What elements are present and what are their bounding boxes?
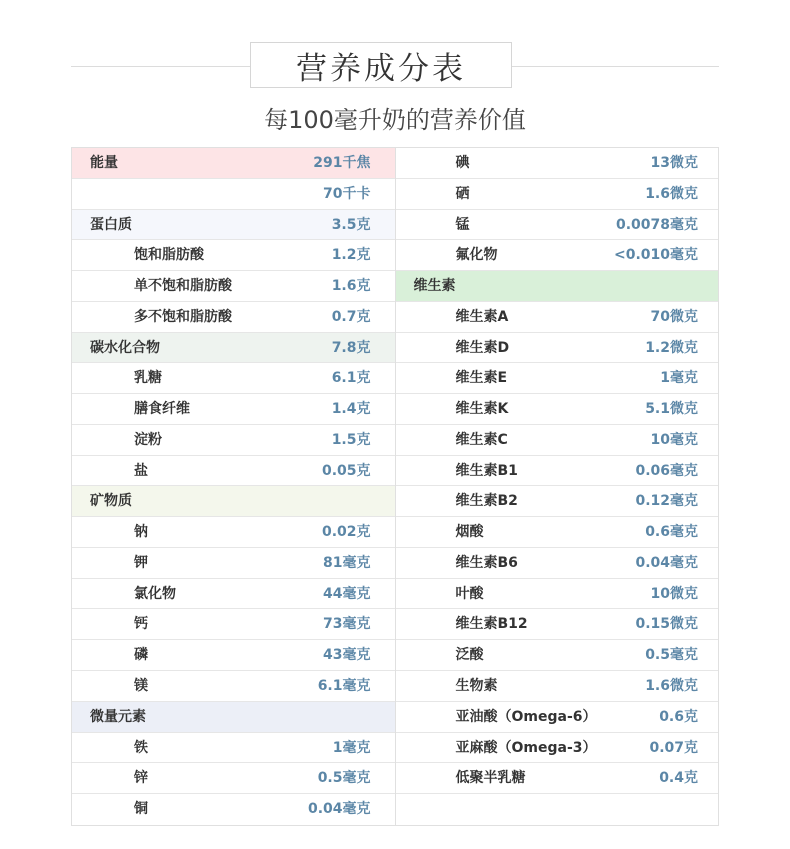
nutrition-column-right [396, 148, 719, 825]
nutrient-row [396, 148, 719, 179]
nutrient-name: 维生素A [455, 308, 509, 325]
nutrient-name: 矿物质 [90, 493, 132, 510]
nutrient-value: 1.6微克 [645, 678, 698, 695]
nutrient-name: 碳水化合物 [90, 339, 160, 356]
category-row [72, 702, 395, 733]
nutrient-value: 0.04毫克 [635, 554, 698, 571]
nutrition-column-left [72, 148, 396, 825]
nutrient-row [396, 302, 719, 333]
page-subtitle: 每100毫升奶的营养价值 [264, 106, 526, 134]
nutrient-value: 1毫克 [660, 370, 698, 387]
nutrient-row [396, 394, 719, 425]
nutrient-row [396, 240, 719, 271]
nutrient-name: 氟化物 [455, 247, 498, 264]
nutrient-row [72, 425, 395, 456]
nutrient-row [72, 456, 395, 487]
nutrient-row [396, 333, 719, 364]
nutrient-value: 10毫克 [650, 431, 698, 448]
nutrient-row [396, 548, 719, 579]
category-row [72, 210, 395, 241]
nutrient-value: 6.1克 [331, 370, 371, 387]
nutrient-value: 6.1毫克 [317, 678, 371, 695]
nutrient-value: 0.6毫克 [645, 524, 698, 541]
nutrient-row [396, 517, 719, 548]
nutrient-name: 淀粉 [134, 431, 162, 448]
nutrient-name: 泛酸 [455, 647, 484, 664]
nutrient-value: 10微克 [650, 585, 698, 602]
nutrient-name: 低聚半乳糖 [455, 770, 526, 787]
nutrient-value: 0.02克 [321, 524, 371, 541]
nutrient-row [72, 517, 395, 548]
nutrient-row [396, 579, 719, 610]
nutrient-value: <0.010毫克 [613, 247, 698, 264]
nutrient-name: 铁 [134, 739, 148, 756]
nutrient-row [72, 240, 395, 271]
category-row [72, 148, 395, 179]
nutrient-name: 烟酸 [455, 524, 484, 541]
nutrient-name: 锰 [455, 216, 470, 233]
nutrient-name: 钾 [134, 554, 148, 571]
nutrient-row [396, 486, 719, 517]
nutrient-row [72, 579, 395, 610]
nutrient-name: 维生素B12 [455, 616, 528, 633]
nutrient-name: 多不饱和脂肪酸 [134, 308, 232, 325]
nutrient-row [396, 763, 719, 794]
nutrient-row [72, 302, 395, 333]
nutrient-row [72, 640, 395, 671]
nutrient-value: 0.12毫克 [635, 493, 698, 510]
title-rule-left [71, 66, 250, 67]
nutrient-value: 0.04毫克 [307, 801, 371, 818]
page-title: 营养成分表 [250, 42, 512, 88]
nutrient-row [396, 609, 719, 640]
nutrient-row [396, 456, 719, 487]
nutrient-name: 维生素K [455, 401, 509, 418]
nutrient-value: 0.5毫克 [645, 647, 698, 664]
nutrient-name: 维生素 [413, 278, 456, 295]
nutrient-value: 1.4克 [331, 401, 371, 418]
nutrient-row [72, 733, 395, 764]
nutrient-name: 维生素E [455, 370, 508, 387]
nutrient-row [396, 640, 719, 671]
nutrient-name: 硒 [455, 185, 470, 202]
nutrient-row [72, 671, 395, 702]
nutrient-value: 73毫克 [323, 616, 371, 633]
nutrient-name: 镁 [134, 678, 148, 695]
nutrient-name: 磷 [134, 647, 148, 664]
nutrient-value: 70微克 [650, 308, 698, 325]
nutrient-name: 碘 [455, 155, 470, 171]
nutrient-name: 乳糖 [134, 370, 162, 387]
nutrient-name: 饱和脂肪酸 [134, 247, 204, 264]
nutrient-row [72, 363, 395, 394]
nutrient-row [396, 733, 719, 764]
nutrient-name: 钠 [134, 524, 148, 541]
nutrient-row [396, 210, 719, 241]
nutrient-value: 0.06毫克 [635, 462, 698, 479]
nutrient-value: 13微克 [650, 155, 698, 171]
nutrient-value: 1.6微克 [645, 185, 698, 202]
nutrient-name: 能量 [90, 155, 118, 171]
nutrient-row [396, 702, 719, 733]
nutrient-name: 锌 [134, 770, 148, 787]
nutrient-row [72, 394, 395, 425]
nutrient-row [72, 763, 395, 794]
nutrient-value: 81毫克 [323, 554, 371, 571]
nutrient-name: 亚油酸（Omega-6） [455, 708, 597, 725]
nutrient-row [72, 794, 395, 825]
nutrient-name: 蛋白质 [90, 216, 132, 233]
nutrient-value: 0.15微克 [635, 616, 698, 633]
category-row [72, 333, 395, 364]
nutrient-value: 0.7克 [331, 308, 371, 325]
nutrient-value: 1.2克 [331, 247, 371, 264]
nutrient-row [72, 548, 395, 579]
nutrition-table [71, 147, 719, 826]
nutrient-value: 70千卡 [323, 185, 371, 202]
nutrient-value: 1.2微克 [645, 339, 698, 356]
nutrient-row [72, 271, 395, 302]
nutrient-row [72, 609, 395, 640]
category-row [396, 271, 719, 302]
nutrient-row [396, 671, 719, 702]
nutrient-value: 5.1微克 [645, 401, 698, 418]
nutrient-row [72, 179, 395, 210]
nutrient-row [396, 794, 719, 825]
nutrient-name: 膳食纤维 [134, 401, 190, 418]
nutrient-value: 1毫克 [332, 739, 371, 756]
nutrient-row [396, 179, 719, 210]
nutrient-value: 43毫克 [323, 647, 371, 664]
nutrient-value: 0.0078毫克 [615, 216, 698, 233]
nutrient-name: 维生素D [455, 339, 510, 356]
nutrient-name: 氯化物 [134, 585, 176, 602]
nutrient-value: 0.07克 [649, 739, 698, 756]
nutrient-value: 0.4克 [659, 770, 698, 787]
nutrient-value: 0.6克 [659, 708, 698, 725]
nutrient-value: 44毫克 [323, 585, 371, 602]
nutrient-name: 微量元素 [90, 708, 146, 725]
nutrient-name: 亚麻酸（Omega-3） [455, 739, 597, 756]
nutrient-row [396, 363, 719, 394]
nutrient-value: 1.6克 [331, 278, 371, 295]
nutrient-name: 维生素B1 [455, 462, 518, 479]
nutrient-value: 7.8克 [331, 339, 371, 356]
nutrient-name: 维生素C [455, 431, 508, 448]
nutrient-name: 叶酸 [455, 585, 484, 602]
nutrient-value: 1.5克 [331, 431, 371, 448]
nutrient-name: 单不饱和脂肪酸 [134, 278, 232, 295]
nutrient-name: 维生素B6 [455, 554, 518, 571]
nutrient-name: 维生素B2 [455, 493, 518, 510]
nutrient-name: 生物素 [455, 678, 498, 695]
category-row [72, 486, 395, 517]
nutrient-value: 0.05克 [321, 462, 371, 479]
nutrient-value: 3.5克 [331, 216, 371, 233]
nutrient-value: 291千焦 [313, 155, 371, 171]
nutrient-value: 0.5毫克 [317, 770, 371, 787]
nutrient-name: 铜 [134, 801, 148, 818]
nutrient-name: 钙 [134, 616, 148, 633]
nutrient-row [396, 425, 719, 456]
nutrient-name: 盐 [134, 462, 148, 479]
title-rule-right [512, 66, 719, 67]
